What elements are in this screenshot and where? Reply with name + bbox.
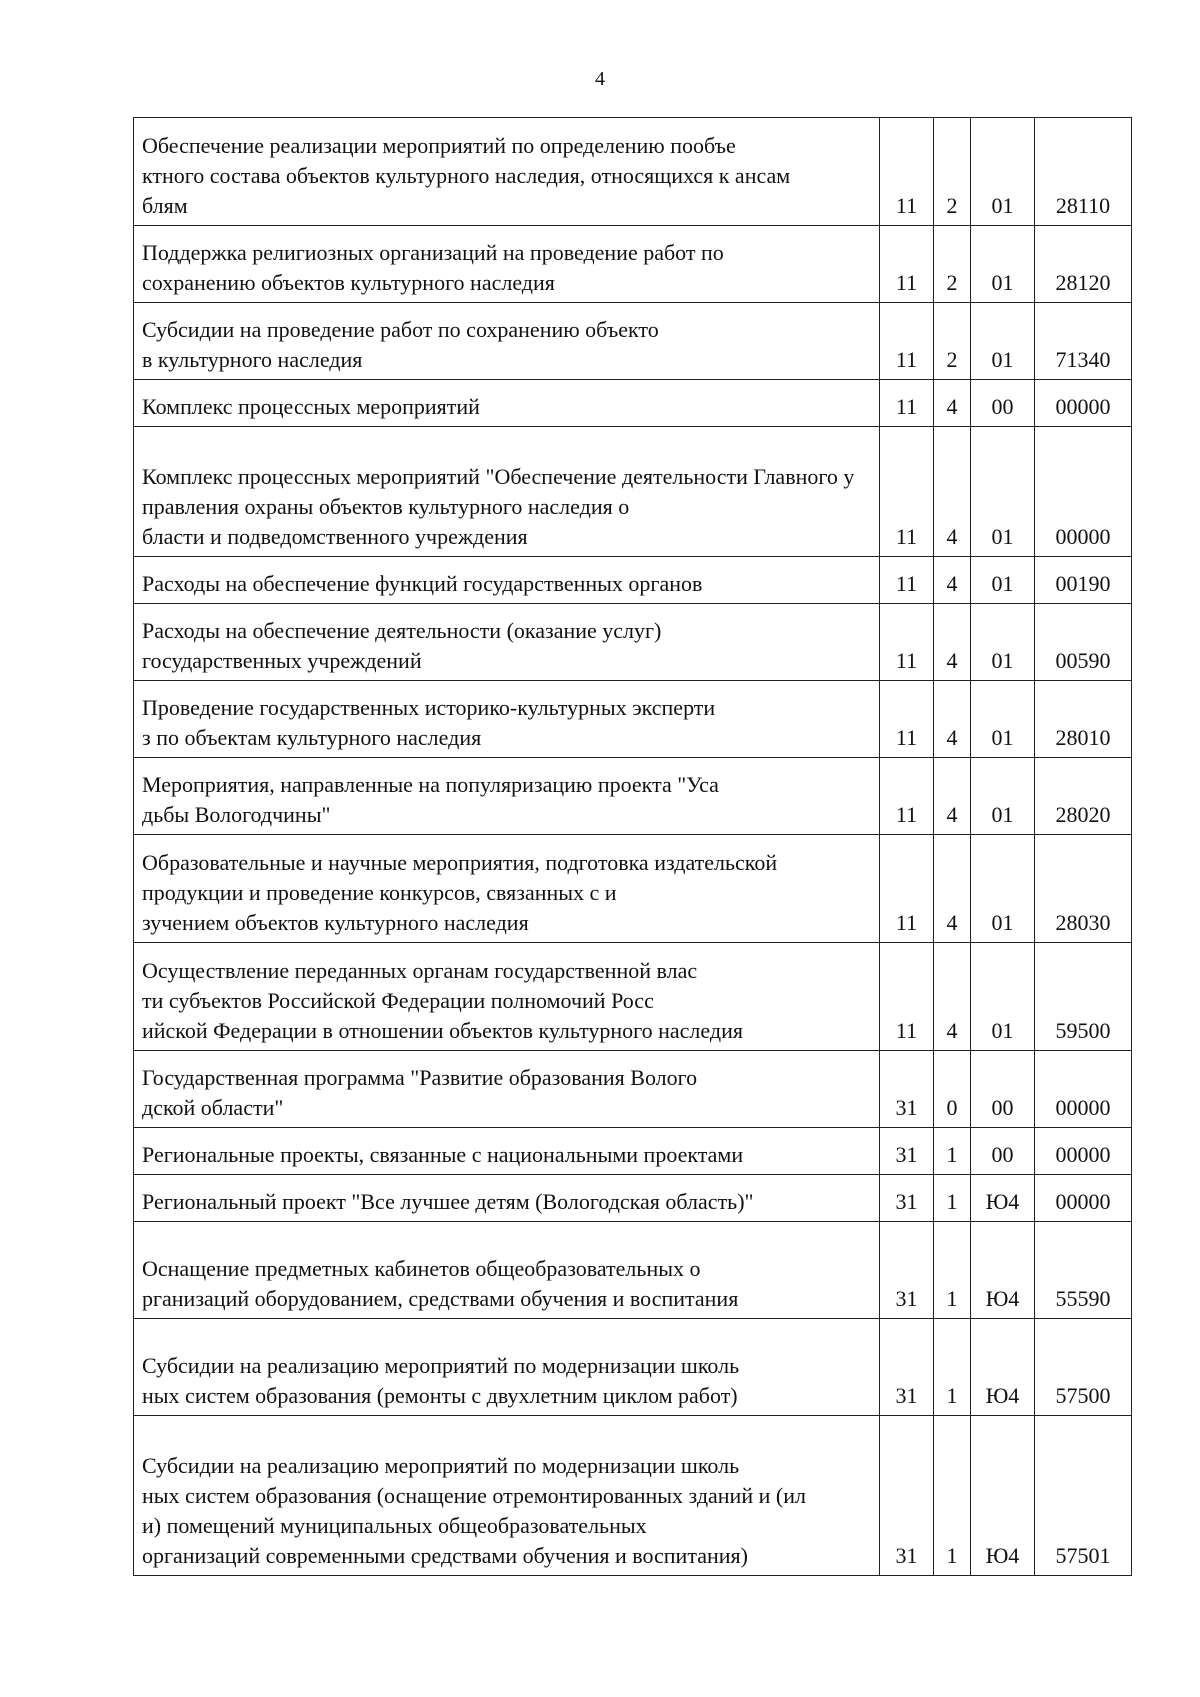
row-name-line: Расходы на обеспечение функций государственных органов (142, 571, 703, 596)
code-cell-4: 00000 (1035, 1175, 1132, 1222)
code-cell-2: 2 (934, 303, 971, 380)
row-name-line: Поддержка религиозных организаций на проведение работ по (142, 240, 724, 265)
code-cell-1: 11 (880, 557, 934, 604)
code-cell-3: 01 (971, 604, 1035, 681)
code-cell-1: 11 (880, 303, 934, 380)
row-name-line: Региональные проекты, связанные с национальными проектами (142, 1142, 744, 1167)
code-cell-1: 31 (880, 1416, 934, 1576)
row-name-line: Комплекс процессных мероприятий (142, 394, 480, 419)
code-cell-4: 28010 (1035, 681, 1132, 758)
table-row (134, 681, 1132, 758)
row-name-cell (134, 835, 880, 943)
code-cell-2: 1 (934, 1222, 971, 1319)
code-cell-3: 01 (971, 943, 1035, 1051)
row-name-line: дской области" (142, 1095, 284, 1120)
row-name-cell (134, 1128, 880, 1175)
code-cell-3: Ю4 (971, 1416, 1035, 1576)
row-name-line: Субсидии на реализацию мероприятий по модернизации школь (142, 1453, 740, 1478)
table-row (134, 226, 1132, 303)
code-cell-3: Ю4 (971, 1175, 1035, 1222)
budget-classification-table (133, 117, 1132, 1576)
code-cell-4: 28120 (1035, 226, 1132, 303)
table-row (134, 943, 1132, 1051)
row-name-cell (134, 1175, 880, 1222)
row-name-line: ти субъектов Российской Федерации полномочий Росс (142, 988, 654, 1013)
code-cell-4: 28020 (1035, 758, 1132, 835)
table-row (134, 604, 1132, 681)
row-name-line: ийской Федерации в отношении объектов культурного наследия (142, 1018, 743, 1043)
row-name-line: бласти и подведомственного учреждения (142, 524, 528, 549)
table-row (134, 1416, 1132, 1576)
row-name-cell (134, 604, 880, 681)
code-cell-1: 11 (880, 835, 934, 943)
code-cell-3: Ю4 (971, 1319, 1035, 1416)
code-cell-3: 00 (971, 380, 1035, 427)
code-cell-4: 57501 (1035, 1416, 1132, 1576)
row-name-cell (134, 943, 880, 1051)
code-cell-3: 01 (971, 303, 1035, 380)
row-name-cell (134, 380, 880, 427)
row-name-line: и) помещений муниципальных общеобразовательных (142, 1513, 647, 1538)
code-cell-4: 59500 (1035, 943, 1132, 1051)
row-name-cell (134, 226, 880, 303)
row-name-line: ных систем образования (оснащение отремонтированных зданий и (ил (142, 1483, 806, 1508)
code-cell-3: 00 (971, 1128, 1035, 1175)
code-cell-4: 00000 (1035, 380, 1132, 427)
row-name-line: Государственная программа "Развитие образования Волого (142, 1065, 698, 1090)
code-cell-1: 11 (880, 427, 934, 557)
code-cell-3: Ю4 (971, 1222, 1035, 1319)
code-cell-3: 01 (971, 427, 1035, 557)
code-cell-4: 28110 (1035, 118, 1132, 226)
row-name-cell (134, 1416, 880, 1576)
code-cell-3: 01 (971, 835, 1035, 943)
row-name-line: государственных учреждений (142, 648, 422, 673)
code-cell-3: 01 (971, 557, 1035, 604)
row-name-line: ктного состава объектов культурного наследия, относящихся к ансам (142, 163, 791, 188)
table-row (134, 835, 1132, 943)
row-name-line: Осуществление переданных органам государственной влас (142, 958, 698, 983)
code-cell-1: 11 (880, 681, 934, 758)
code-cell-2: 2 (934, 226, 971, 303)
page-number: 4 (595, 68, 605, 90)
code-cell-2: 4 (934, 681, 971, 758)
row-name-line: правления охраны объектов культурного наследия о (142, 494, 630, 519)
code-cell-2: 4 (934, 427, 971, 557)
code-cell-1: 31 (880, 1128, 934, 1175)
code-cell-1: 31 (880, 1222, 934, 1319)
code-cell-2: 4 (934, 604, 971, 681)
row-name-line: продукции и проведение конкурсов, связанных с и (142, 880, 617, 905)
code-cell-3: 01 (971, 118, 1035, 226)
code-cell-1: 31 (880, 1051, 934, 1128)
row-name-line: дьбы Вологодчины" (142, 802, 331, 827)
code-cell-4: 00000 (1035, 427, 1132, 557)
table-row (134, 1051, 1132, 1128)
code-cell-3: 00 (971, 1051, 1035, 1128)
code-cell-4: 00590 (1035, 604, 1132, 681)
row-name-cell (134, 303, 880, 380)
table-row (134, 118, 1132, 226)
row-name-line: блям (142, 193, 188, 218)
code-cell-2: 1 (934, 1319, 971, 1416)
code-cell-2: 2 (934, 118, 971, 226)
table-row (134, 1222, 1132, 1319)
row-name-line: сохранению объектов культурного наследия (142, 270, 555, 295)
code-cell-2: 1 (934, 1128, 971, 1175)
code-cell-1: 11 (880, 380, 934, 427)
code-cell-1: 11 (880, 943, 934, 1051)
row-name-line: Субсидии на проведение работ по сохранению объекто (142, 317, 659, 342)
row-name-line: Региональный проект "Все лучшее детям (Вологодская область)" (142, 1189, 754, 1214)
code-cell-2: 4 (934, 758, 971, 835)
row-name-cell (134, 1319, 880, 1416)
table-row (134, 758, 1132, 835)
code-cell-2: 4 (934, 380, 971, 427)
row-name-line: Обеспечение реализации мероприятий по определению пообъе (142, 133, 736, 158)
row-name-cell (134, 557, 880, 604)
code-cell-4: 00000 (1035, 1051, 1132, 1128)
row-name-line: Субсидии на реализацию мероприятий по модернизации школь (142, 1353, 740, 1378)
code-cell-4: 55590 (1035, 1222, 1132, 1319)
table-row (134, 557, 1132, 604)
row-name-cell (134, 681, 880, 758)
row-name-line: рганизаций оборудованием, средствами обучения и воспитания (142, 1286, 739, 1311)
code-cell-1: 11 (880, 118, 934, 226)
code-cell-1: 11 (880, 758, 934, 835)
code-cell-4: 00000 (1035, 1128, 1132, 1175)
code-cell-3: 01 (971, 226, 1035, 303)
code-cell-2: 1 (934, 1175, 971, 1222)
code-cell-4: 57500 (1035, 1319, 1132, 1416)
row-name-cell (134, 427, 880, 557)
row-name-line: Оснащение предметных кабинетов общеобразовательных о (142, 1256, 701, 1281)
code-cell-2: 4 (934, 835, 971, 943)
code-cell-4: 71340 (1035, 303, 1132, 380)
code-cell-4: 28030 (1035, 835, 1132, 943)
code-cell-1: 31 (880, 1319, 934, 1416)
code-cell-2: 4 (934, 557, 971, 604)
table-row (134, 1319, 1132, 1416)
row-name-line: Расходы на обеспечение деятельности (оказание услуг) (142, 618, 662, 643)
row-name-line: организаций современными средствами обучения и воспитания) (142, 1543, 748, 1568)
row-name-cell (134, 1222, 880, 1319)
code-cell-2: 1 (934, 1416, 971, 1576)
row-name-line: Мероприятия, направленные на популяризацию проекта "Уса (142, 772, 719, 797)
row-name-cell (134, 1051, 880, 1128)
row-name-line: Образовательные и научные мероприятия, подготовка издательской (142, 850, 778, 875)
code-cell-2: 0 (934, 1051, 971, 1128)
row-name-line: в культурного наследия (142, 347, 363, 372)
table-row (134, 380, 1132, 427)
table-row (134, 1128, 1132, 1175)
code-cell-1: 31 (880, 1175, 934, 1222)
code-cell-1: 11 (880, 226, 934, 303)
table-row (134, 303, 1132, 380)
row-name-cell (134, 118, 880, 226)
code-cell-3: 01 (971, 681, 1035, 758)
row-name-line: Проведение государственных историко-культурных эксперти (142, 695, 716, 720)
code-cell-4: 00190 (1035, 557, 1132, 604)
row-name-line: Комплекс процессных мероприятий "Обеспечение деятельности Главного у (142, 464, 855, 489)
row-name-line: з по объектам культурного наследия (142, 725, 482, 750)
row-name-cell (134, 758, 880, 835)
table-row (134, 1175, 1132, 1222)
code-cell-1: 11 (880, 604, 934, 681)
row-name-line: ных систем образования (ремонты с двухлетним циклом работ) (142, 1383, 738, 1408)
table-row (134, 427, 1132, 557)
row-name-line: зучением объектов культурного наследия (142, 910, 529, 935)
code-cell-2: 4 (934, 943, 971, 1051)
code-cell-3: 01 (971, 758, 1035, 835)
